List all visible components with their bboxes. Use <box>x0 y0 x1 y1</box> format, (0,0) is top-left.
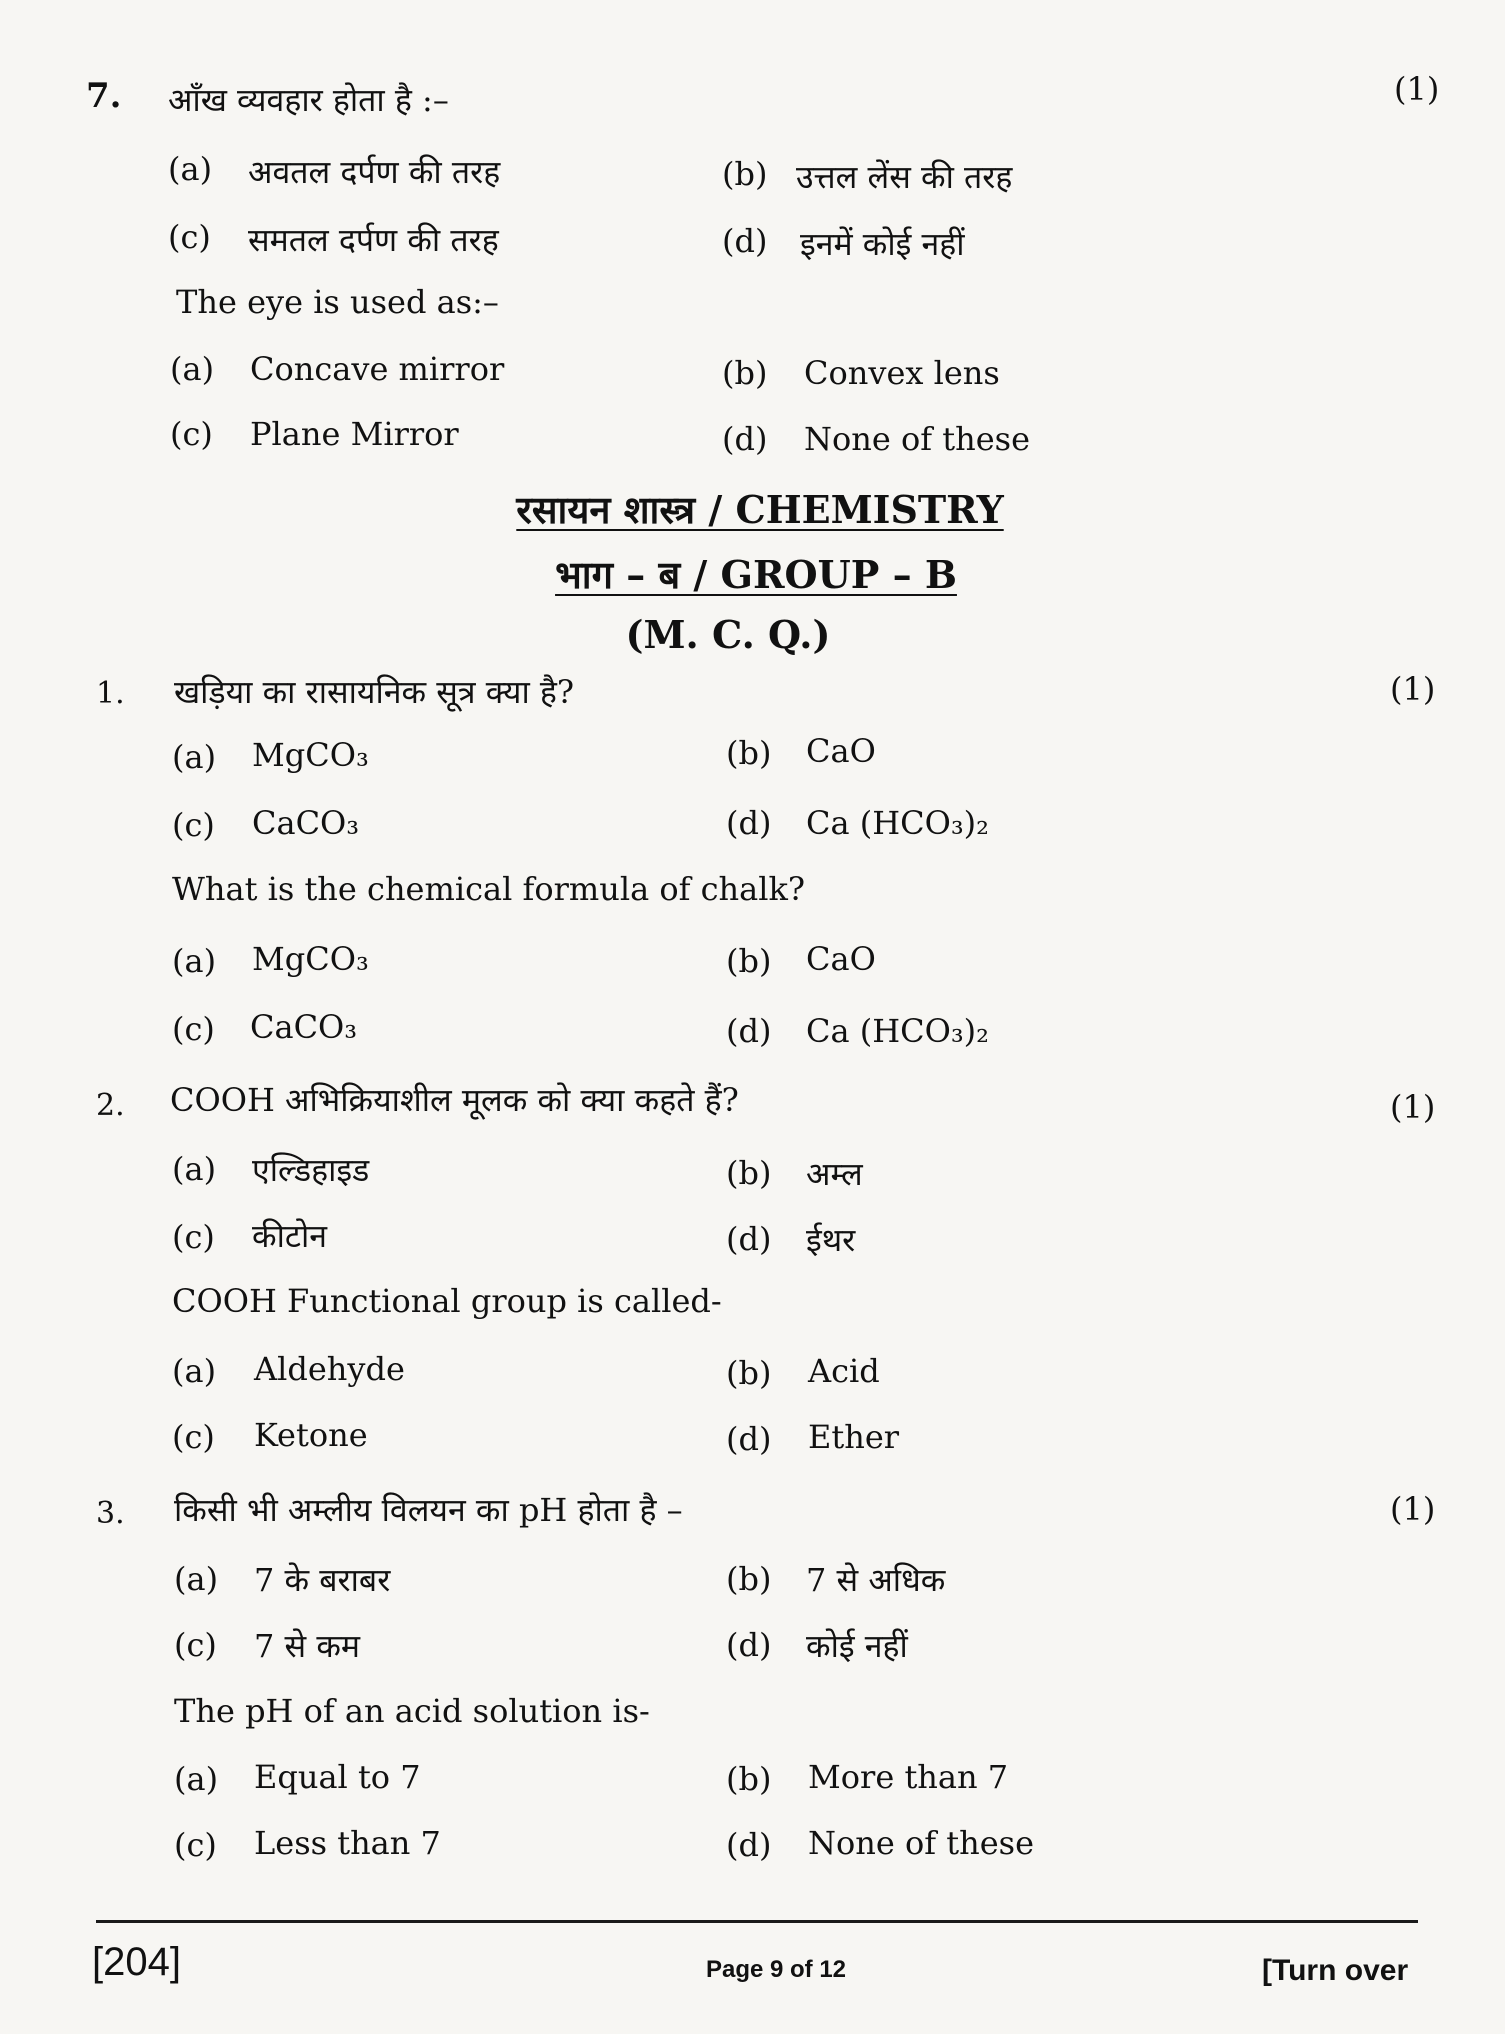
question-text-hindi: किसी भी अम्लीय विलयन का pH होता है – <box>174 1491 683 1529</box>
option-letter: (a) <box>168 150 213 188</box>
option-letter: (a) <box>172 1150 217 1188</box>
option-letter: (b) <box>722 354 768 392</box>
option-text: Ca (HCO₃)₂ <box>806 804 989 842</box>
option-letter: (a) <box>172 738 217 776</box>
option-text: अवतल दर्पण की तरह <box>248 153 501 191</box>
option-text: Acid <box>808 1352 880 1390</box>
option-text: Plane Mirror <box>250 415 459 453</box>
option-letter: (c) <box>172 1418 215 1456</box>
option-letter: (a) <box>174 1560 219 1598</box>
option-letter: (b) <box>722 155 768 193</box>
mcq-heading: (M. C. Q.) <box>625 612 831 657</box>
question-number: 2. <box>96 1088 125 1123</box>
option-text: Ether <box>808 1418 900 1456</box>
option-letter: (c) <box>172 806 215 844</box>
option-text: Ca (HCO₃)₂ <box>806 1012 989 1050</box>
paper-code: [204] <box>92 1940 181 1984</box>
marks-label: (1) <box>1390 670 1436 708</box>
question-text-english: The pH of an acid solution is- <box>174 1692 650 1730</box>
option-letter: (c) <box>172 1218 215 1256</box>
option-letter: (a) <box>172 1352 217 1390</box>
option-text: Less than 7 <box>254 1824 441 1862</box>
option-text: CaCO₃ <box>250 1008 358 1046</box>
option-letter: (c) <box>172 1010 215 1048</box>
option-text: 7 से कम <box>254 1627 361 1665</box>
option-text: अम्ल <box>806 1155 863 1193</box>
option-text: उत्तल लेंस की तरह <box>796 158 1013 196</box>
option-letter: (c) <box>168 218 211 256</box>
option-letter: (d) <box>726 1420 772 1458</box>
question-text-english: COOH Functional group is called- <box>172 1282 722 1320</box>
question-text-english: The eye is used as:– <box>176 283 499 321</box>
option-text: MgCO₃ <box>252 736 369 774</box>
turn-over-label: [Turn over <box>1262 1954 1409 1987</box>
option-letter: (b) <box>726 734 772 772</box>
option-text: Ketone <box>254 1416 368 1454</box>
option-text: More than 7 <box>808 1758 1009 1796</box>
option-letter: (a) <box>174 1760 219 1798</box>
option-letter: (d) <box>726 804 772 842</box>
question-text-english: What is the chemical formula of chalk? <box>172 870 805 908</box>
option-text: CaO <box>806 732 876 770</box>
option-text: कोई नहीं <box>806 1627 908 1665</box>
option-text: इनमें कोई नहीं <box>800 225 965 263</box>
option-letter: (d) <box>726 1826 772 1864</box>
option-letter: (a) <box>172 942 217 980</box>
option-letter: (c) <box>174 1826 217 1864</box>
option-letter: (d) <box>722 222 768 260</box>
option-letter: (b) <box>726 1154 772 1192</box>
marks-label: (1) <box>1390 1088 1436 1126</box>
question-number: 3. <box>96 1496 125 1531</box>
question-text-hindi: COOH अभिक्रियाशील मूलक को क्या कहते हैं? <box>170 1081 739 1119</box>
option-text: CaCO₃ <box>252 804 360 842</box>
option-text: None of these <box>804 420 1031 458</box>
option-letter: (d) <box>722 420 768 458</box>
question-text-hindi: खड़िया का रासायनिक सूत्र क्या है? <box>174 673 575 711</box>
option-text: Equal to 7 <box>254 1758 421 1796</box>
option-text: 7 से अधिक <box>806 1561 946 1599</box>
option-text: CaO <box>806 940 876 978</box>
option-text: MgCO₃ <box>252 940 369 978</box>
option-letter: (d) <box>726 1626 772 1664</box>
footer-divider <box>96 1920 1418 1923</box>
option-letter: (b) <box>726 942 772 980</box>
option-text: एल्डिहाइड <box>252 1151 370 1189</box>
option-letter: (a) <box>170 350 215 388</box>
page-number: Page 9 of 12 <box>705 1956 847 1983</box>
option-letter: (b) <box>726 1760 772 1798</box>
marks-label: (1) <box>1394 70 1440 108</box>
option-text: ईथर <box>806 1221 856 1259</box>
option-text: Aldehyde <box>254 1350 405 1388</box>
option-text: None of these <box>808 1824 1035 1862</box>
option-text: 7 के बराबर <box>254 1561 391 1599</box>
option-text: समतल दर्पण की तरह <box>248 221 499 259</box>
option-letter: (d) <box>726 1220 772 1258</box>
option-letter: (c) <box>174 1626 217 1664</box>
option-text: कीटोन <box>252 1217 328 1255</box>
subject-heading: रसायन शास्त्र / CHEMISTRY <box>516 487 1004 532</box>
question-number: 7. <box>86 76 122 116</box>
question-number: 1. <box>96 676 125 711</box>
option-letter: (c) <box>170 415 213 453</box>
question-text-hindi: आँख व्यवहार होता है :– <box>168 81 449 119</box>
option-letter: (b) <box>726 1560 772 1598</box>
option-letter: (b) <box>726 1354 772 1392</box>
option-text: Convex lens <box>804 354 1000 392</box>
marks-label: (1) <box>1390 1490 1436 1528</box>
option-text: Concave mirror <box>250 350 505 388</box>
group-heading: भाग – ब / GROUP – B <box>555 552 957 597</box>
option-letter: (d) <box>726 1012 772 1050</box>
